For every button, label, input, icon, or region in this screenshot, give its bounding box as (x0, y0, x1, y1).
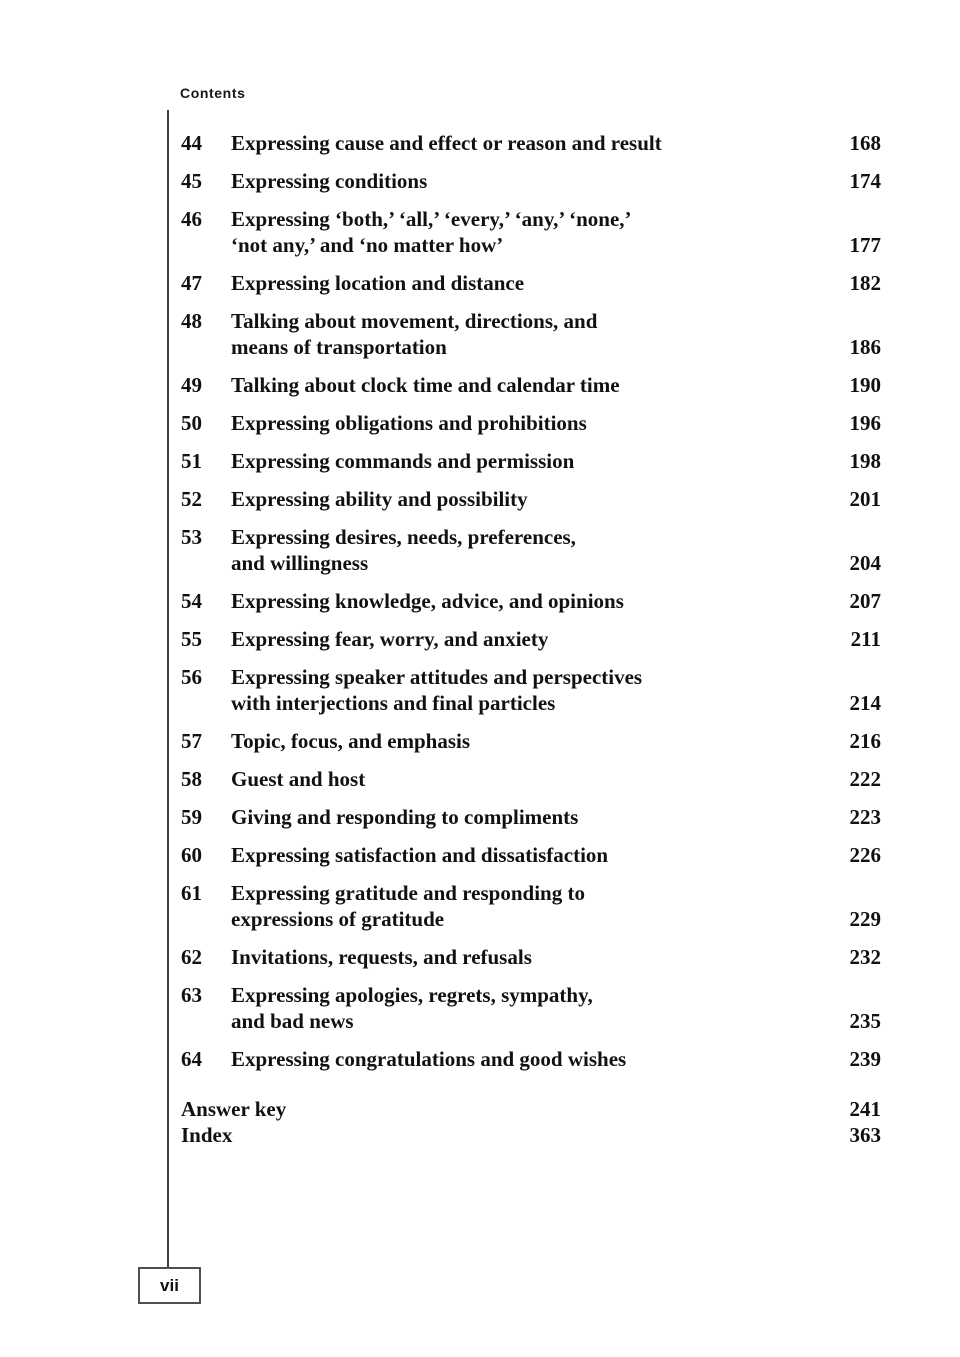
toc-entry-title-line: means of transportation (231, 335, 447, 359)
toc-entry (181, 524, 881, 576)
running-header: Contents (180, 85, 246, 101)
toc-entry-title-line: Expressing location and distance (231, 271, 525, 295)
back-matter-title: Answer key (181, 1097, 287, 1121)
toc-entry-number: 55 (181, 627, 202, 651)
toc-entry (181, 1046, 881, 1072)
toc-entry-title-line: Expressing apologies, regrets, sympathy, (231, 983, 593, 1007)
toc-entry-page: 216 (849, 729, 881, 753)
toc-entry-number: 54 (181, 589, 202, 613)
toc-entry-title-line: with interjections and final particles (231, 691, 556, 715)
toc-entry-number: 49 (181, 373, 202, 397)
back-matter-title: Index (181, 1123, 233, 1147)
back-matter-list (181, 1096, 881, 1148)
toc-entry-number: 57 (181, 729, 202, 753)
toc-entry (181, 410, 881, 436)
toc-entry-title (231, 308, 823, 360)
toc-entry-page: 196 (849, 411, 881, 435)
toc-entry-title (231, 804, 823, 830)
toc-entry-title-line: Expressing knowledge, advice, and opinions (231, 589, 624, 613)
toc-entry-title (231, 270, 823, 296)
toc-entry-title-line: Talking about movement, directions, and (231, 309, 598, 333)
toc-entry-page: 214 (849, 691, 881, 715)
toc-entry-title-line: Expressing gratitude and responding to (231, 881, 585, 905)
toc-entry-title-line: and bad news (231, 1009, 354, 1033)
toc-entry-title (231, 206, 823, 258)
toc-entry-title-line: Expressing ‘both,’ ‘all,’ ‘every,’ ‘any,’ ‘none,’ (231, 207, 632, 231)
toc-entry-page: 211 (850, 627, 881, 651)
toc-entry-page: 239 (849, 1047, 881, 1071)
toc-entry-title-line: Expressing speaker attitudes and perspectives (231, 665, 643, 689)
toc-entry-number: 63 (181, 983, 202, 1007)
toc-entry-number: 50 (181, 411, 202, 435)
toc-entry-number: 61 (181, 881, 202, 905)
toc-entry-title (231, 168, 823, 194)
toc-entry-title (231, 880, 823, 932)
back-matter-page: 363 (849, 1123, 881, 1147)
toc-entry-title (231, 524, 823, 576)
toc-entry (181, 880, 881, 932)
back-matter-entry (181, 1096, 881, 1122)
toc-entry-title-line: Expressing ability and possibility (231, 487, 528, 511)
toc-entry-page: 226 (849, 843, 881, 867)
toc-entry-number: 64 (181, 1047, 202, 1071)
toc-entry (181, 804, 881, 830)
toc-entry-number: 56 (181, 665, 202, 689)
toc-entry (181, 842, 881, 868)
toc-entry-title-line: ‘not any,’ and ‘no matter how’ (231, 233, 504, 257)
toc-entry-number: 60 (181, 843, 202, 867)
toc-entry-number: 46 (181, 207, 202, 231)
toc-entry-page: 235 (849, 1009, 881, 1033)
toc-entry (181, 664, 881, 716)
toc-entry-title (231, 982, 823, 1034)
toc-entry-number: 51 (181, 449, 202, 473)
toc-entry (181, 130, 881, 156)
toc-entry-number: 58 (181, 767, 202, 791)
toc-entry (181, 588, 881, 614)
toc-entry (181, 982, 881, 1034)
toc-entry-page: 222 (849, 767, 881, 791)
toc-entry-page: 182 (849, 271, 881, 295)
toc-entry-page: 201 (849, 487, 881, 511)
toc-entry (181, 766, 881, 792)
toc-entry-title-line: Topic, focus, and emphasis (231, 729, 471, 753)
toc-entry-title-line: Guest and host (231, 767, 366, 791)
back-matter-page: 241 (849, 1097, 881, 1121)
toc-entry-title-line: Expressing conditions (231, 169, 428, 193)
toc-entry-page: 223 (849, 805, 881, 829)
toc-entry-page: 229 (849, 907, 881, 931)
toc-entry-title (231, 372, 823, 398)
toc-entry-title (231, 588, 823, 614)
toc-entry-title (231, 664, 823, 716)
toc-entry-title (231, 486, 823, 512)
toc-entry-title-line: Expressing commands and permission (231, 449, 575, 473)
toc-entry-page: 204 (849, 551, 881, 575)
toc-entry (181, 944, 881, 970)
toc-entry (181, 486, 881, 512)
toc-entry-title-line: Expressing fear, worry, and anxiety (231, 627, 549, 651)
toc-entry (181, 728, 881, 754)
toc-entry-title (231, 410, 823, 436)
toc-entry-title-line: Expressing obligations and prohibitions (231, 411, 587, 435)
toc-entry-number: 62 (181, 945, 202, 969)
toc-entry-title-line: Giving and responding to compliments (231, 805, 579, 829)
toc-entry-page: 177 (849, 233, 881, 257)
toc-entry-number: 45 (181, 169, 202, 193)
toc-entry-title (231, 728, 823, 754)
toc-entry (181, 626, 881, 652)
toc-entry-page: 207 (849, 589, 881, 613)
toc-entry-title (231, 130, 823, 156)
folio-number: vii (160, 1275, 179, 1295)
toc-entry-title (231, 944, 823, 970)
toc-entry-page: 198 (849, 449, 881, 473)
toc-entry-number: 44 (181, 131, 202, 155)
folio-box (138, 1267, 201, 1304)
toc-entry-number: 53 (181, 525, 202, 549)
toc-entry-number: 52 (181, 487, 202, 511)
toc-entry-title-line: Expressing cause and effect or reason and result (231, 131, 662, 155)
left-margin-rule (167, 110, 169, 1268)
toc-entry-title (231, 626, 823, 652)
toc-entry-title (231, 448, 823, 474)
toc-entry-title (231, 842, 823, 868)
toc-entry-page: 174 (849, 169, 881, 193)
toc-entry-page: 232 (849, 945, 881, 969)
toc-entry-title-line: Expressing congratulations and good wishes (231, 1047, 627, 1071)
toc-entry-number: 47 (181, 271, 202, 295)
toc-entry-title-line: expressions of gratitude (231, 907, 445, 931)
toc-entry-title-line: Invitations, requests, and refusals (231, 945, 532, 969)
toc-entry (181, 372, 881, 398)
toc-entry (181, 168, 881, 194)
toc-entry (181, 206, 881, 258)
toc-entry (181, 270, 881, 296)
toc-entry-title-line: and willingness (231, 551, 369, 575)
toc-list (181, 130, 881, 1072)
toc-entry-number: 48 (181, 309, 202, 333)
back-matter-entry (181, 1122, 881, 1148)
toc-entry (181, 308, 881, 360)
toc-entry-title-line: Talking about clock time and calendar time (231, 373, 620, 397)
toc-entry-page: 190 (849, 373, 881, 397)
toc-entry-title (231, 1046, 823, 1072)
toc-entry-title-line: Expressing desires, needs, preferences, (231, 525, 576, 549)
toc-entry-number: 59 (181, 805, 202, 829)
toc-entry (181, 448, 881, 474)
toc-entry-page: 186 (849, 335, 881, 359)
toc-entry-title-line: Expressing satisfaction and dissatisfaction (231, 843, 609, 867)
toc-content (181, 130, 881, 1148)
toc-entry-title (231, 766, 823, 792)
toc-entry-page: 168 (849, 131, 881, 155)
